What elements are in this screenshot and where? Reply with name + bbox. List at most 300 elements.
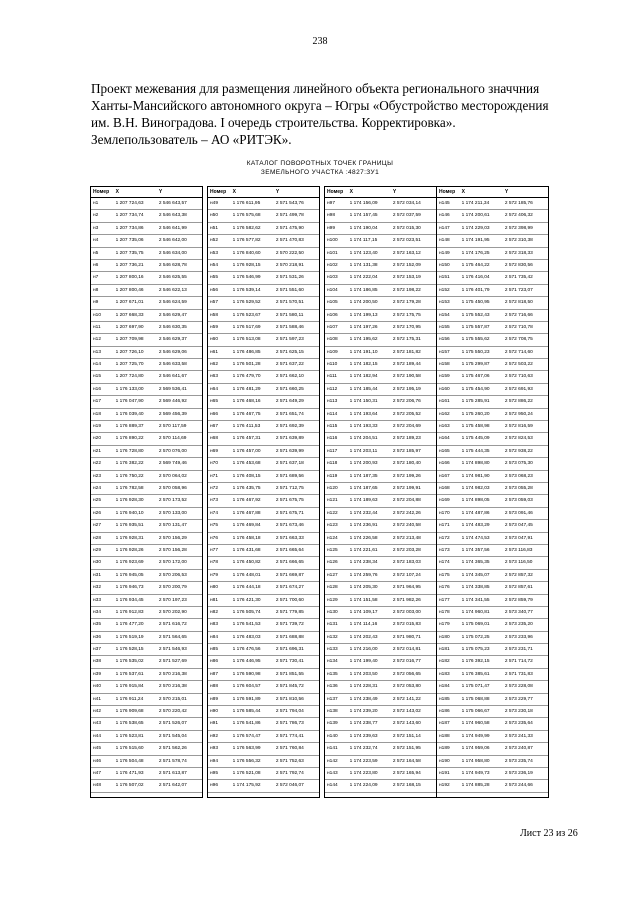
point-number: н69 <box>210 448 218 454</box>
point-number: н11 <box>93 324 101 330</box>
point-number: н9 <box>93 300 99 306</box>
table-row <box>437 595 548 607</box>
x-coordinate: 1 175 071,47 <box>461 684 490 690</box>
table-row <box>208 483 319 495</box>
catalog-title-line1: КАТАЛОГ ПОВОРОТНЫХ ТОЧЕК ГРАНИЦЫ <box>246 160 394 167</box>
x-coordinate: 1 174 191,95 <box>461 238 490 244</box>
y-coordinate: 2 572 710,78 <box>504 324 533 330</box>
point-number: н82 <box>210 609 218 615</box>
point-number: н74 <box>210 510 218 516</box>
point-number: н34 <box>93 609 101 615</box>
point-number: н169 <box>439 498 450 504</box>
point-number: н89 <box>210 696 218 702</box>
x-coordinate: 1 174 200,61 <box>461 213 490 219</box>
y-coordinate: 2 571 779,85 <box>275 609 304 615</box>
x-coordinate: 1 176 392,15 <box>461 659 490 665</box>
point-number: н162 <box>439 411 450 417</box>
y-coordinate: 2 572 164,58 <box>392 758 421 764</box>
table-row <box>91 582 202 594</box>
y-coordinate: 2 572 857,61 <box>504 585 533 591</box>
header-x: X <box>232 189 236 195</box>
point-number: н152 <box>439 287 450 293</box>
table-row <box>91 297 202 309</box>
table-row <box>325 421 436 433</box>
table-row <box>208 347 319 359</box>
point-number: н61 <box>210 349 218 355</box>
y-coordinate: 2 546 643,38 <box>158 213 187 219</box>
point-number: н134 <box>327 659 338 665</box>
y-coordinate: 2 571 665,64 <box>275 547 304 553</box>
y-coordinate: 2 571 580,11 <box>275 312 304 318</box>
x-coordinate: 1 207 668,33 <box>115 312 144 318</box>
table-row <box>437 198 548 210</box>
x-coordinate: 1 174 193,64 <box>349 411 378 417</box>
y-coordinate: 2 571 570,51 <box>275 300 304 306</box>
x-coordinate: 1 176 890,22 <box>115 436 144 442</box>
header-number: Номер <box>439 189 456 195</box>
table-row <box>437 433 548 445</box>
table-row <box>325 570 436 582</box>
y-coordinate: 2 570 117,59 <box>158 424 187 430</box>
x-coordinate: 1 176 471,93 <box>115 770 144 776</box>
x-coordinate: 1 174 191,10 <box>349 349 378 355</box>
x-coordinate: 1 174 338,85 <box>461 585 490 591</box>
point-number: н39 <box>93 671 101 677</box>
x-coordinate: 1 174 898,05 <box>461 498 490 504</box>
x-coordinate: 1 207 709,98 <box>115 337 144 343</box>
x-coordinate: 1 175 555,62 <box>461 337 490 343</box>
y-coordinate: 2 571 723,07 <box>504 287 533 293</box>
y-coordinate: 2 570 218,91 <box>275 262 304 268</box>
table-row <box>91 334 202 346</box>
table-row <box>325 768 436 780</box>
table-row <box>208 458 319 470</box>
x-coordinate: 1 176 047,90 <box>115 399 144 405</box>
table-row <box>325 285 436 297</box>
table-row <box>208 272 319 284</box>
table-row <box>325 731 436 743</box>
point-number: н77 <box>210 547 218 553</box>
y-coordinate: 2 573 091,46 <box>504 510 533 516</box>
x-coordinate: 1 176 421,30 <box>232 597 261 603</box>
y-coordinate: 2 572 406,32 <box>504 213 533 219</box>
header-y: Y <box>158 189 163 195</box>
x-coordinate: 1 174 190,04 <box>349 225 378 231</box>
coordinate-table <box>207 186 320 798</box>
y-coordinate: 2 572 034,14 <box>392 201 421 206</box>
point-number: н31 <box>93 572 101 578</box>
y-coordinate: 2 573 116,83 <box>504 547 533 553</box>
table-row <box>208 743 319 755</box>
x-coordinate: 1 176 431,68 <box>232 547 261 553</box>
table-row <box>208 545 319 557</box>
table-row <box>208 681 319 693</box>
point-number: н111 <box>327 374 337 380</box>
x-coordinate: 1 174 232,74 <box>349 746 378 752</box>
point-number: н71 <box>210 473 218 479</box>
x-coordinate: 1 174 341,55 <box>461 597 490 603</box>
point-number: н179 <box>439 622 450 628</box>
x-coordinate: 1 175 260,20 <box>461 411 490 417</box>
point-number: н129 <box>327 597 338 603</box>
y-coordinate: 2 571 760,84 <box>275 746 304 752</box>
x-coordinate: 1 174 195,62 <box>349 337 378 343</box>
table-row <box>91 718 202 730</box>
x-coordinate: 1 176 408,15 <box>232 473 261 479</box>
y-coordinate: 2 570 200,79 <box>158 585 187 591</box>
x-coordinate: 1 176 535,02 <box>115 659 144 665</box>
point-number: н83 <box>210 622 218 628</box>
table-row <box>437 285 548 297</box>
table-row <box>91 384 202 396</box>
table-row <box>208 359 319 371</box>
point-number: н163 <box>439 424 450 430</box>
y-coordinate: 2 572 185,76 <box>504 201 533 206</box>
x-coordinate: 1 176 133,00 <box>115 386 144 392</box>
table-row <box>325 619 436 631</box>
table-row <box>208 756 319 768</box>
x-coordinate: 1 176 039,40 <box>115 411 144 417</box>
x-coordinate: 1 207 736,21 <box>115 262 144 268</box>
point-number: н93 <box>210 746 218 752</box>
x-coordinate: 1 174 228,31 <box>349 684 378 690</box>
y-coordinate: 2 546 629,37 <box>158 337 187 343</box>
x-coordinate: 1 174 345,07 <box>461 572 490 578</box>
y-coordinate: 2 572 143,02 <box>392 709 421 715</box>
point-number: н30 <box>93 560 101 566</box>
y-coordinate: 2 572 189,44 <box>392 362 421 368</box>
table-row <box>325 669 436 681</box>
table-row <box>437 632 548 644</box>
point-number: н48 <box>93 783 101 789</box>
x-coordinate: 1 176 928,26 <box>115 547 144 553</box>
point-number: н150 <box>439 262 450 268</box>
point-number: н95 <box>210 770 218 776</box>
table-row <box>325 210 436 222</box>
y-coordinate: 2 570 133,00 <box>158 510 187 516</box>
y-coordinate: 2 572 310,38 <box>504 238 533 244</box>
header-number: Номер <box>327 189 344 195</box>
x-coordinate: 1 207 734,74 <box>115 213 144 219</box>
point-number: н122 <box>327 510 338 516</box>
point-number: н124 <box>327 535 338 541</box>
x-coordinate: 1 174 885,28 <box>461 783 490 789</box>
point-number: н178 <box>439 609 450 615</box>
x-coordinate: 1 174 197,26 <box>349 324 378 330</box>
x-coordinate: 1 174 357,56 <box>461 547 490 553</box>
table-row <box>437 768 548 780</box>
y-coordinate: 2 572 163,12 <box>392 250 421 256</box>
header-y: Y <box>392 189 397 195</box>
point-number: н2 <box>93 213 99 219</box>
x-coordinate: 1 176 385,61 <box>461 671 490 677</box>
y-coordinate: 2 571 689,56 <box>275 473 304 479</box>
table-row <box>91 533 202 545</box>
y-coordinate: 2 571 546,93 <box>158 647 187 653</box>
x-coordinate: 1 174 157,45 <box>349 213 378 219</box>
x-coordinate: 1 207 735,75 <box>115 250 144 256</box>
point-number: н127 <box>327 572 338 578</box>
table-row <box>91 508 202 520</box>
y-coordinate: 2 546 641,67 <box>158 374 187 380</box>
table-row <box>437 545 548 557</box>
point-number: н140 <box>327 733 338 739</box>
y-coordinate: 2 571 675,71 <box>275 510 304 516</box>
x-coordinate: 1 176 590,98 <box>232 671 261 677</box>
table-row <box>437 582 548 594</box>
y-coordinate: 2 572 175,75 <box>392 312 421 318</box>
x-coordinate: 1 174 131,38 <box>349 262 378 268</box>
x-coordinate: 1 174 474,53 <box>461 535 490 541</box>
table-row <box>325 743 436 755</box>
y-coordinate: 2 571 669,87 <box>275 572 304 578</box>
table-row <box>91 768 202 780</box>
point-number: н110 <box>327 362 338 368</box>
point-number: н92 <box>210 733 218 739</box>
table-row <box>91 359 202 371</box>
point-number: н32 <box>93 585 101 591</box>
y-coordinate: 2 572 818,50 <box>504 300 533 306</box>
table-row <box>208 644 319 656</box>
y-coordinate: 2 572 205,52 <box>392 411 421 417</box>
x-coordinate: 1 176 521,08 <box>232 770 261 776</box>
y-coordinate: 2 572 242,26 <box>392 510 421 516</box>
x-coordinate: 1 174 202,43 <box>349 634 378 640</box>
table-row <box>437 495 548 507</box>
point-number: н81 <box>210 597 218 603</box>
point-number: н76 <box>210 535 218 541</box>
x-coordinate: 1 174 224,09 <box>349 783 378 789</box>
table-row <box>91 210 202 222</box>
y-coordinate: 2 572 938,22 <box>504 448 533 454</box>
table-row <box>325 718 436 730</box>
x-coordinate: 1 176 476,56 <box>232 647 261 653</box>
x-coordinate: 1 174 232,44 <box>349 510 378 516</box>
x-coordinate: 1 175 069,01 <box>461 622 490 628</box>
point-number: н36 <box>93 634 101 640</box>
point-number: н164 <box>439 436 450 442</box>
table-row <box>208 595 319 607</box>
x-coordinate: 1 175 458,98 <box>461 424 490 430</box>
x-coordinate: 1 174 960,81 <box>461 609 490 615</box>
point-number: н64 <box>210 386 218 392</box>
y-coordinate: 2 572 714,60 <box>504 349 533 355</box>
table-row <box>437 694 548 706</box>
point-number: н130 <box>327 609 338 615</box>
point-number: н156 <box>439 337 450 343</box>
table-row <box>208 322 319 334</box>
y-coordinate: 2 571 666,65 <box>275 560 304 566</box>
y-coordinate: 2 570 114,69 <box>158 436 187 442</box>
table-header <box>325 187 436 198</box>
x-coordinate: 1 174 223,80 <box>349 770 378 776</box>
x-coordinate: 1 176 411,53 <box>232 424 261 430</box>
y-coordinate: 2 546 642,00 <box>158 238 187 244</box>
y-coordinate: 2 573 235,20 <box>504 622 533 628</box>
x-coordinate: 1 176 477,20 <box>115 622 144 628</box>
table-row <box>325 545 436 557</box>
y-coordinate: 2 570 173,52 <box>158 498 187 504</box>
point-number: н181 <box>439 647 450 653</box>
table-row <box>325 198 436 210</box>
y-coordinate: 2 571 639,89 <box>275 436 304 442</box>
x-coordinate: 1 176 453,68 <box>232 461 261 467</box>
table-row <box>437 347 548 359</box>
table-row <box>325 656 436 668</box>
x-coordinate: 1 176 519,19 <box>115 634 144 640</box>
x-coordinate: 1 175 068,88 <box>461 696 490 702</box>
x-coordinate: 1 176 909,68 <box>115 709 144 715</box>
y-coordinate: 2 570 216,38 <box>158 684 187 690</box>
table-row <box>325 483 436 495</box>
point-number: н141 <box>327 746 338 752</box>
y-coordinate: 2 573 055,28 <box>504 485 533 491</box>
point-number: н102 <box>327 262 338 268</box>
y-coordinate: 2 573 059,03 <box>504 498 533 504</box>
table-row <box>208 656 319 668</box>
table-row <box>208 495 319 507</box>
table-row <box>325 756 436 768</box>
y-coordinate: 2 546 625,55 <box>158 275 187 281</box>
table-header <box>91 187 202 198</box>
y-coordinate: 2 571 475,90 <box>275 225 304 231</box>
table-row <box>91 607 202 619</box>
x-coordinate: 1 176 467,88 <box>232 510 261 516</box>
point-number: н65 <box>210 399 218 405</box>
x-coordinate: 1 176 523,81 <box>115 733 144 739</box>
table-row <box>208 433 319 445</box>
table-row <box>437 718 548 730</box>
x-coordinate: 1 176 468,16 <box>232 399 261 405</box>
point-number: н175 <box>439 572 450 578</box>
x-coordinate: 1 176 448,01 <box>232 572 261 578</box>
point-number: н190 <box>439 758 450 764</box>
y-coordinate: 2 572 179,28 <box>392 300 421 306</box>
x-coordinate: 1 176 928,31 <box>115 535 144 541</box>
table-row <box>325 495 436 507</box>
table-row <box>208 780 319 792</box>
y-coordinate: 2 570 202,90 <box>158 609 187 615</box>
y-coordinate: 2 571 470,83 <box>275 238 304 244</box>
y-coordinate: 2 570 172,00 <box>158 560 187 566</box>
point-number: н19 <box>93 424 101 430</box>
table-row <box>91 669 202 681</box>
table-row <box>208 718 319 730</box>
y-coordinate: 2 571 696,31 <box>275 647 304 653</box>
x-coordinate: 1 176 541,53 <box>232 622 261 628</box>
table-row <box>437 371 548 383</box>
page-number: 238 <box>312 36 328 47</box>
point-number: н63 <box>210 374 218 380</box>
x-coordinate: 1 207 800,16 <box>115 275 144 281</box>
table-row <box>208 471 319 483</box>
table-row <box>91 458 202 470</box>
table-row <box>91 409 202 421</box>
point-number: н143 <box>327 770 338 776</box>
y-coordinate: 2 546 622,13 <box>158 287 187 293</box>
x-coordinate: 1 174 238,34 <box>349 560 378 566</box>
table-row <box>208 570 319 582</box>
table-row <box>325 272 436 284</box>
point-number: н145 <box>439 201 450 206</box>
point-number: н180 <box>439 634 450 640</box>
y-coordinate: 2 572 181,82 <box>392 349 421 355</box>
point-number: н105 <box>327 300 338 306</box>
y-coordinate: 2 572 153,19 <box>392 275 421 281</box>
x-coordinate: 1 174 958,80 <box>461 758 490 764</box>
x-coordinate: 1 176 782,58 <box>115 485 144 491</box>
x-coordinate: 1 175 285,91 <box>461 399 490 405</box>
point-number: н187 <box>439 721 450 727</box>
y-coordinate: 2 569 749,46 <box>158 461 187 467</box>
table-row <box>325 248 436 260</box>
point-number: н72 <box>210 485 218 491</box>
x-coordinate: 1 176 946,73 <box>115 585 144 591</box>
header-y: Y <box>504 189 509 195</box>
point-number: н66 <box>210 411 218 417</box>
y-coordinate: 2 571 597,23 <box>275 337 304 343</box>
x-coordinate: 1 174 182,94 <box>349 374 378 380</box>
point-number: н121 <box>327 498 338 504</box>
y-coordinate: 2 573 236,19 <box>504 770 533 776</box>
y-coordinate: 2 570 215,01 <box>158 696 187 702</box>
y-coordinate: 2 546 634,00 <box>158 250 187 256</box>
y-coordinate: 2 546 629,06 <box>158 349 187 355</box>
x-coordinate: 1 174 200,50 <box>349 300 378 306</box>
x-coordinate: 1 176 504,48 <box>115 758 144 764</box>
x-coordinate: 1 174 238,49 <box>349 696 378 702</box>
catalog-title-line2: ЗЕМЕЛЬНОГО УЧАСТКА :4827:ЗУ1 <box>260 169 380 176</box>
x-coordinate: 1 176 940,10 <box>115 510 144 516</box>
y-coordinate: 2 572 195,19 <box>392 386 421 392</box>
point-number: н54 <box>210 262 218 268</box>
x-coordinate: 1 176 505,74 <box>232 609 261 615</box>
table-row <box>325 508 436 520</box>
point-number: н188 <box>439 733 450 739</box>
point-number: н183 <box>439 671 450 677</box>
y-coordinate: 2 570 222,50 <box>275 250 304 256</box>
point-number: н170 <box>439 510 450 516</box>
y-coordinate: 2 572 199,91 <box>392 485 421 491</box>
table-row <box>208 260 319 272</box>
point-number: н132 <box>327 634 338 640</box>
point-number: н149 <box>439 250 450 256</box>
x-coordinate: 1 176 382,22 <box>115 461 144 467</box>
table-row <box>325 235 436 247</box>
table-row <box>325 520 436 532</box>
y-coordinate: 2 546 628,78 <box>158 262 187 268</box>
table-row <box>325 384 436 396</box>
x-coordinate: 1 176 541,86 <box>232 721 261 727</box>
x-coordinate: 1 176 582,62 <box>232 225 261 231</box>
y-coordinate: 2 570 220,42 <box>158 709 187 715</box>
y-coordinate: 2 546 630,35 <box>158 324 187 330</box>
table-row <box>437 533 548 545</box>
point-number: н6 <box>93 262 99 268</box>
point-number: н133 <box>327 647 338 653</box>
table-row <box>437 248 548 260</box>
point-number: н96 <box>210 783 218 789</box>
y-coordinate: 2 572 691,93 <box>504 386 533 392</box>
point-number: н117 <box>327 448 338 454</box>
table-row <box>325 260 436 272</box>
y-coordinate: 2 573 047,45 <box>504 523 533 529</box>
point-number: н73 <box>210 498 218 504</box>
point-number: н84 <box>210 634 218 640</box>
table-row <box>208 520 319 532</box>
y-coordinate: 2 571 663,33 <box>275 535 304 541</box>
y-coordinate: 2 571 578,74 <box>158 758 187 764</box>
